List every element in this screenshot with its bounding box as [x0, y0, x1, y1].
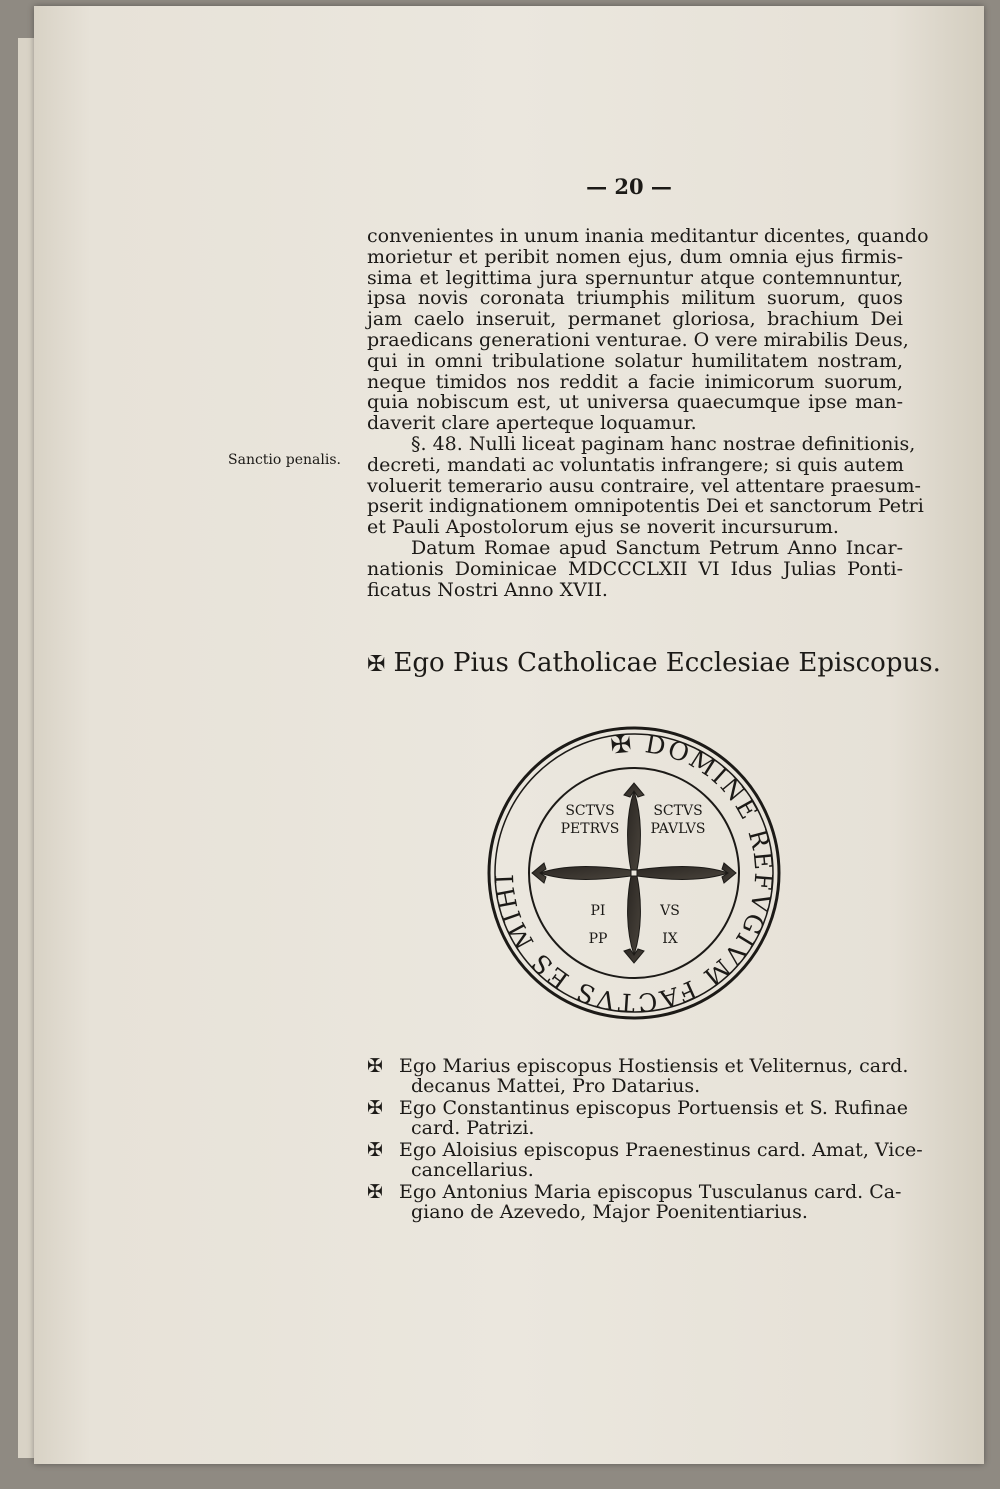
body-line: ficatus Nostri Anno XVII.	[367, 578, 608, 601]
signature-entry	[367, 1055, 909, 1097]
maltese-cross-icon: ✠	[367, 1181, 383, 1203]
body-line: qui in omni tribulatione solatur humilitatem nostram,	[367, 349, 903, 372]
body-line: sima et legittima jura spernuntur atque contemnuntur,	[367, 266, 903, 289]
seal-label: PI	[590, 903, 606, 919]
maltese-cross-icon: ✠	[367, 652, 386, 677]
seal-label: SCTVS	[653, 803, 703, 819]
cardinal-signatures	[367, 1055, 923, 1224]
signature-entry	[367, 1182, 905, 1222]
maltese-cross-icon: ✠	[367, 1097, 383, 1119]
body-text	[367, 225, 929, 601]
body-line: daverit clare aperteque loquamur.	[367, 412, 697, 435]
signature-line: decanus Mattei, Pro Datarius.	[411, 1075, 701, 1097]
signature-line: cancellarius.	[411, 1159, 534, 1181]
body-line: jam caelo inseruit, permanet gloriosa, brachium Dei	[367, 308, 903, 331]
seal-label: IX	[662, 931, 678, 947]
body-line: quia nobiscum est, ut universa quaecumque ipse man-	[367, 391, 903, 414]
seal-cross-emblem	[532, 783, 736, 963]
body-line: neque timidos nos reddit a facie inimicorum suorum,	[367, 370, 903, 393]
body-line: ipsa novis coronata triumphis militum suorum, quos	[367, 287, 903, 310]
seal-label: PAVLVS	[650, 821, 706, 837]
signature-line: card. Patrizi.	[411, 1117, 535, 1139]
body-line: Datum Romae apud Sanctum Petrum Anno Incar-	[411, 536, 903, 559]
seal-ring-text: ✠ DOMINE REFVGIVM FACTVS ES MIHI	[489, 728, 779, 1018]
signature-line: Ego Marius episcopus Hostiensis et Veliternus, card.	[399, 1055, 909, 1077]
maltese-cross-icon: ✠	[367, 1139, 383, 1161]
maltese-cross-icon: ✠	[367, 1055, 383, 1077]
body-line: decreti, mandati ac voluntatis infrangere; si quis autem	[367, 453, 904, 476]
body-line: nationis Dominicae MDCCCLXII VI Idus Julias Ponti-	[367, 557, 903, 580]
body-line: voluerit temerario ausu contraire, vel attentare praesum-	[367, 474, 921, 497]
signature-line: Ego Constantinus episcopus Portuensis et S. Rufinae	[399, 1097, 909, 1119]
body-line: convenientes in unum inania meditantur dicentes, quando	[367, 225, 929, 247]
signature-line: giano de Azevedo, Major Poenitentiarius.	[411, 1201, 808, 1223]
seal-label: SCTVS	[565, 803, 615, 819]
papal-seal	[486, 725, 782, 1021]
seal-label: PETRVS	[560, 821, 620, 837]
signature-entry	[367, 1097, 909, 1139]
body-line: morietur et peribit nomen ejus, dum omnia ejus firmis-	[367, 245, 903, 268]
papal-signature-text: Ego Pius Catholicae Ecclesiae Episcopus.	[393, 648, 941, 678]
body-line: et Pauli Apostolorum ejus se noverit incursurum.	[367, 516, 839, 539]
signature-line: Ego Antonius Maria episcopus Tusculanus card. Ca-	[399, 1181, 902, 1203]
signature-line: Ego Aloisius episcopus Praenestinus card. Amat, Vice-	[399, 1139, 923, 1161]
page-number: — 20 —	[586, 174, 672, 199]
papal-signature	[367, 648, 941, 678]
seal-label: VS	[660, 903, 680, 919]
body-line: pserit indignationem omnipotentis Dei et sanctorum Petri	[367, 495, 924, 518]
body-line: §. 48. Nulli liceat paginam hanc nostrae definitionis,	[411, 432, 916, 455]
body-line: praedicans generationi venturae. O vere mirabilis Deus,	[367, 328, 909, 351]
margin-note: Sanctio penalis.	[228, 452, 341, 468]
signature-entry	[367, 1139, 923, 1181]
seal-label: PP	[588, 931, 608, 947]
